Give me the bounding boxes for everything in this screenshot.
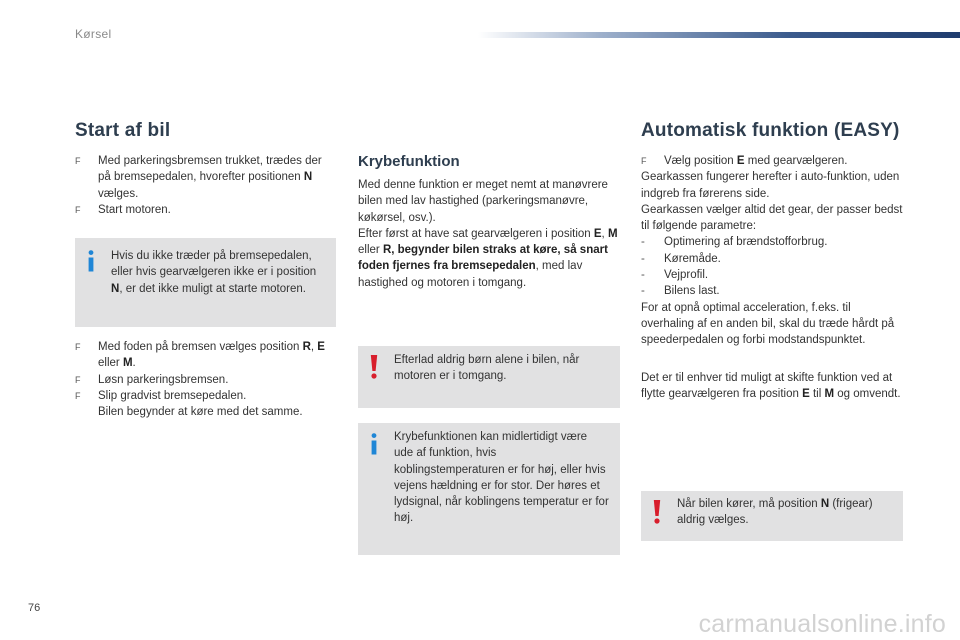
info-icon bbox=[86, 250, 96, 272]
bullet-f-icon: F bbox=[75, 374, 81, 385]
warning-box-middle-text: Efterlad aldrig børn alene i bilen, når motoren er i tomgang. bbox=[394, 354, 580, 383]
watermark: carmanualsonline.info bbox=[698, 610, 946, 638]
page-number: 76 bbox=[28, 602, 41, 614]
bullet-text: Vælg position E med gearvælgeren. bbox=[664, 155, 848, 167]
bullet-item bbox=[75, 339, 340, 372]
warning-box-right bbox=[641, 491, 903, 541]
right-column-text bbox=[641, 153, 906, 349]
bullet-f-icon: F bbox=[75, 390, 81, 401]
easy-paragraph-3: Det er til enhver tid muligt at skifte funktion ved at flytte gearvælgeren fra position E til M og omvendt. bbox=[641, 372, 901, 401]
bullet-text: Løsn parkeringsbremsen. bbox=[98, 373, 229, 386]
bullet-item bbox=[75, 372, 340, 388]
warning-icon bbox=[370, 355, 378, 379]
title-krybefunktion: Krybefunktion bbox=[358, 153, 460, 170]
info-box-left bbox=[75, 238, 336, 327]
left-bullets-1 bbox=[75, 153, 337, 218]
info-box-left-text: Hvis du ikke træder på bremsepedalen, eller hvis gearvælgeren ikke er i position N, er det ikke muligt at starte motoren. bbox=[111, 250, 317, 295]
title-automatisk-funktion: Automatisk funktion (EASY) bbox=[641, 120, 900, 141]
dash-item: - Optimering af brændstofforbrug. bbox=[641, 236, 828, 249]
bullet-f-icon: F bbox=[75, 342, 81, 352]
bullet-text: Start motoren. bbox=[98, 203, 171, 216]
bullet-f-icon: F bbox=[641, 156, 647, 166]
section-label: Kørsel bbox=[75, 27, 112, 41]
header-gradient-bar bbox=[478, 32, 960, 38]
info-icon bbox=[369, 433, 379, 455]
bullet-text: Med parkeringsbremsen trukket, trædes der på bremsepedalen, hvorefter positionen N vælges. bbox=[98, 155, 322, 200]
parameter-list bbox=[641, 234, 906, 299]
dash-item: - Køremåde. bbox=[641, 252, 721, 265]
bullet-item bbox=[75, 153, 337, 202]
warning-box-middle bbox=[358, 346, 620, 408]
info-box-middle bbox=[358, 423, 620, 555]
left-bullets-2 bbox=[75, 339, 340, 420]
bullet-item bbox=[75, 202, 337, 218]
easy-paragraph-1: Gearkassen fungerer herefter i auto-funktion, uden indgreb fra førerens side. Gearkassen vælger altid det gear, der passer bedst til følgende parametre: bbox=[641, 171, 903, 233]
dash-item: - Bilens last. bbox=[641, 285, 720, 298]
info-box-middle-text: Krybefunktionen kan midlertidigt være ude af funktion, hvis koblingstemperaturen er for høj, eller hvis vejens hældning er for stor. Der høres et lydsignal, når koblingens temperatur er for høj. bbox=[394, 431, 609, 525]
bullet-item bbox=[75, 388, 340, 421]
bullet-text: Slip gradvist bremsepedalen. Bilen begynder at køre med det samme. bbox=[98, 389, 303, 419]
bullet-f-icon: F bbox=[75, 204, 81, 215]
dash-item: - Vejprofil. bbox=[641, 269, 709, 282]
krybefunktion-paragraph: Med denne funktion er meget nemt at manøvrere bilen med lav hastighed (parkeringsmanøvre, køkørsel, osv.). Efter først at have sat gearvælgeren i position E, M eller R, begynder bilen straks at køre, så snart foden fjernes fra bremsepedalen, med lav hastighed og motoren i tomgang. bbox=[358, 179, 618, 289]
bullet-text: Med foden på bremsen vælges position R, E eller M. bbox=[98, 341, 325, 370]
title-start-af-bil: Start af bil bbox=[75, 120, 171, 141]
easy-paragraph-2: For at opnå optimal acceleration, f.eks. til overhaling af en anden bil, skal du træde hårdt på speederpedalen og forbi modstandspunktet. bbox=[641, 301, 895, 347]
bullet-f-icon: F bbox=[75, 156, 81, 166]
bullet-item bbox=[641, 153, 906, 169]
warning-box-right-text: Når bilen kører, må position N (frigear) aldrig vælges. bbox=[677, 498, 873, 527]
warning-icon bbox=[653, 500, 661, 524]
